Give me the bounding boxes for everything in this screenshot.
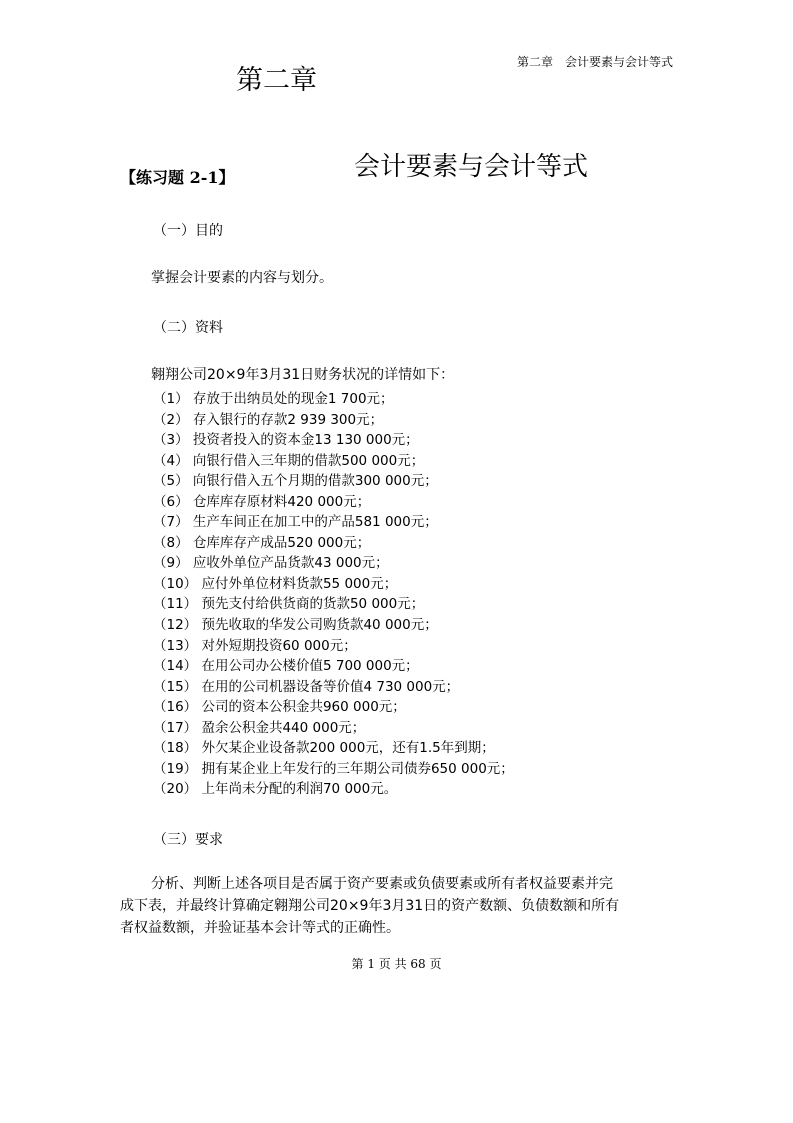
item-list — [153, 389, 514, 800]
page-footer: 第 1 页 共 68 页 — [351, 957, 442, 971]
requirement-line: 者权益数额，并验证基本会计等式的正确性。 — [120, 920, 400, 936]
list-item: （11） 预先支付给供货商的货款50 000元； — [153, 596, 425, 613]
list-item: （19） 拥有某企业上年发行的三年期公司债券650 000元； — [153, 760, 514, 777]
list-item: （5） 向银行借入五个月期的借款300 000元； — [153, 473, 438, 490]
chapter-title: 会计要素与会计等式 — [354, 152, 589, 182]
list-item: （16） 公司的资本公积金共960 000元； — [153, 699, 406, 716]
requirement-heading: （三）要求 — [153, 832, 223, 848]
list-item: （1） 存放于出纳员处的现金1 700元； — [153, 391, 394, 407]
chapter-number: 第二章 — [236, 65, 317, 96]
list-item: （20） 上年尚未分配的利润70 000元。 — [153, 781, 398, 798]
list-item: （17） 盈余公积金共440 000元； — [153, 719, 366, 736]
list-item: （10） 应付外单位材料货款55 000元； — [153, 575, 398, 592]
data-intro: 翱翔公司20×9年3月31日财务状况的详情如下： — [151, 367, 455, 383]
data-heading: （二）资料 — [153, 320, 223, 336]
list-item: （9） 应收外单位产品货款43 000元； — [153, 555, 389, 572]
list-item: （3） 投资者投入的资本金13 130 000元； — [153, 432, 419, 449]
exercise-label: 【练习题 2-1】 — [120, 168, 235, 187]
requirement-line: 成下表，并最终计算确定翱翔公司20×9年3月31日的资产数额、负债数额和所有 — [120, 898, 620, 914]
list-item: （15） 在用的公司机器设备等价值4 730 000元； — [153, 678, 460, 695]
list-item: （4） 向银行借入三年期的借款500 000元； — [153, 452, 425, 469]
purpose-heading: （一）目的 — [153, 223, 223, 239]
list-item: （6） 仓库库存原材料420 000元； — [153, 493, 371, 510]
list-item: （18） 外欠某企业设备款200 000元，还有1.5年到期； — [153, 740, 495, 757]
list-item: （14） 在用公司办公楼价值5 700 000元； — [153, 658, 419, 675]
running-header: 第二章 会计要素与会计等式 — [517, 55, 674, 69]
list-item: （12） 预先收取的华发公司购货款40 000元； — [153, 617, 438, 634]
list-item: （8） 仓库库存产成品520 000元； — [153, 534, 371, 551]
list-item: （13） 对外短期投资60 000元； — [153, 637, 357, 654]
requirement-line: 分析、判断上述各项目是否属于资产要素或负债要素或所有者权益要素并完 — [151, 876, 613, 892]
list-item: （2） 存入银行的存款2 939 300元； — [153, 411, 384, 428]
purpose-text: 掌握会计要素的内容与划分。 — [151, 270, 333, 286]
list-item: （7） 生产车间正在加工中的产品581 000元； — [153, 514, 438, 531]
